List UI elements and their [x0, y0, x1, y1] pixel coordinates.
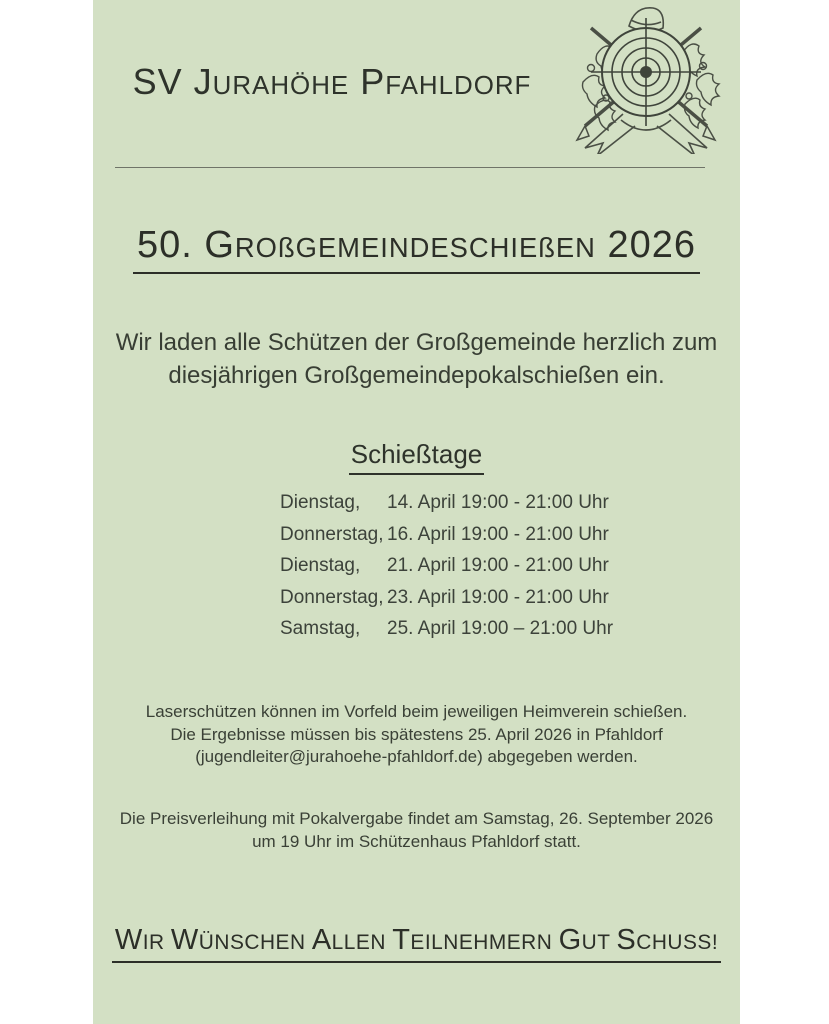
- schedule-day: Dienstag,: [280, 492, 361, 513]
- schedule-day: Donnerstag,: [280, 586, 384, 608]
- schedule-time: 16. April 19:00 - 21:00 Uhr: [387, 523, 609, 545]
- schedule-heading: [93, 439, 740, 475]
- schedule-table: [280, 487, 613, 645]
- schedule-day: Donnerstag,: [280, 523, 384, 545]
- prize-note-line-1: Die Preisverleihung mit Pokalvergabe findet am Samstag, 26. September 2026: [119, 809, 714, 828]
- intro-line-2: diesjährigen Großgemeindepokalschießen ein.: [168, 362, 665, 389]
- prize-note-line-2: um 19 Uhr im Schützenhaus Pfahldorf statt.: [252, 832, 581, 851]
- schedule-day: Dienstag,: [280, 555, 361, 577]
- flyer-page: [93, 0, 740, 1024]
- event-title-text: 50. GROßGEMEINDESCHIEßEN 2026: [133, 224, 700, 274]
- prize-note: [93, 807, 740, 853]
- schedule-time: 23. April 19:00 - 21:00 Uhr: [387, 586, 609, 608]
- schedule-time: 25. April 19:00 – 21:00 Uhr: [387, 618, 614, 640]
- header-divider: [115, 167, 705, 168]
- closing-line: [93, 924, 740, 963]
- closing-line-text: WIR WÜNSCHEN ALLEN TEILNEHMERN GUT SCHUSS!: [112, 924, 721, 963]
- laser-note-line-3: (jugendleiter@jurahoehe-pfahldorf.de) abgegeben werden.: [195, 747, 638, 767]
- laser-note-line-2: Die Ergebnisse müssen bis spätestens 25. April 2026 in Pfahldorf: [170, 724, 663, 744]
- schedule-time: 21. April 19:00 - 21:00 Uhr: [387, 555, 609, 577]
- shooting-club-emblem-icon: [561, 2, 731, 154]
- laser-note: [93, 701, 740, 769]
- laser-note-line-1: Laserschützen können im Vorfeld beim jeweiligen Heimverein schießen.: [145, 702, 688, 721]
- event-title: [93, 224, 740, 274]
- intro-text: [93, 326, 740, 392]
- club-name: SV JURAHÖHE PFAHLDORF: [132, 61, 532, 102]
- schedule-heading-text: Schießtage: [349, 439, 485, 475]
- schedule-time: 14. April 19:00 - 21:00 Uhr: [387, 492, 609, 513]
- schedule-day: Samstag,: [280, 618, 361, 640]
- club-logo: [561, 2, 731, 154]
- intro-line-1: Wir laden alle Schützen der Großgemeinde herzlich zum: [115, 329, 718, 356]
